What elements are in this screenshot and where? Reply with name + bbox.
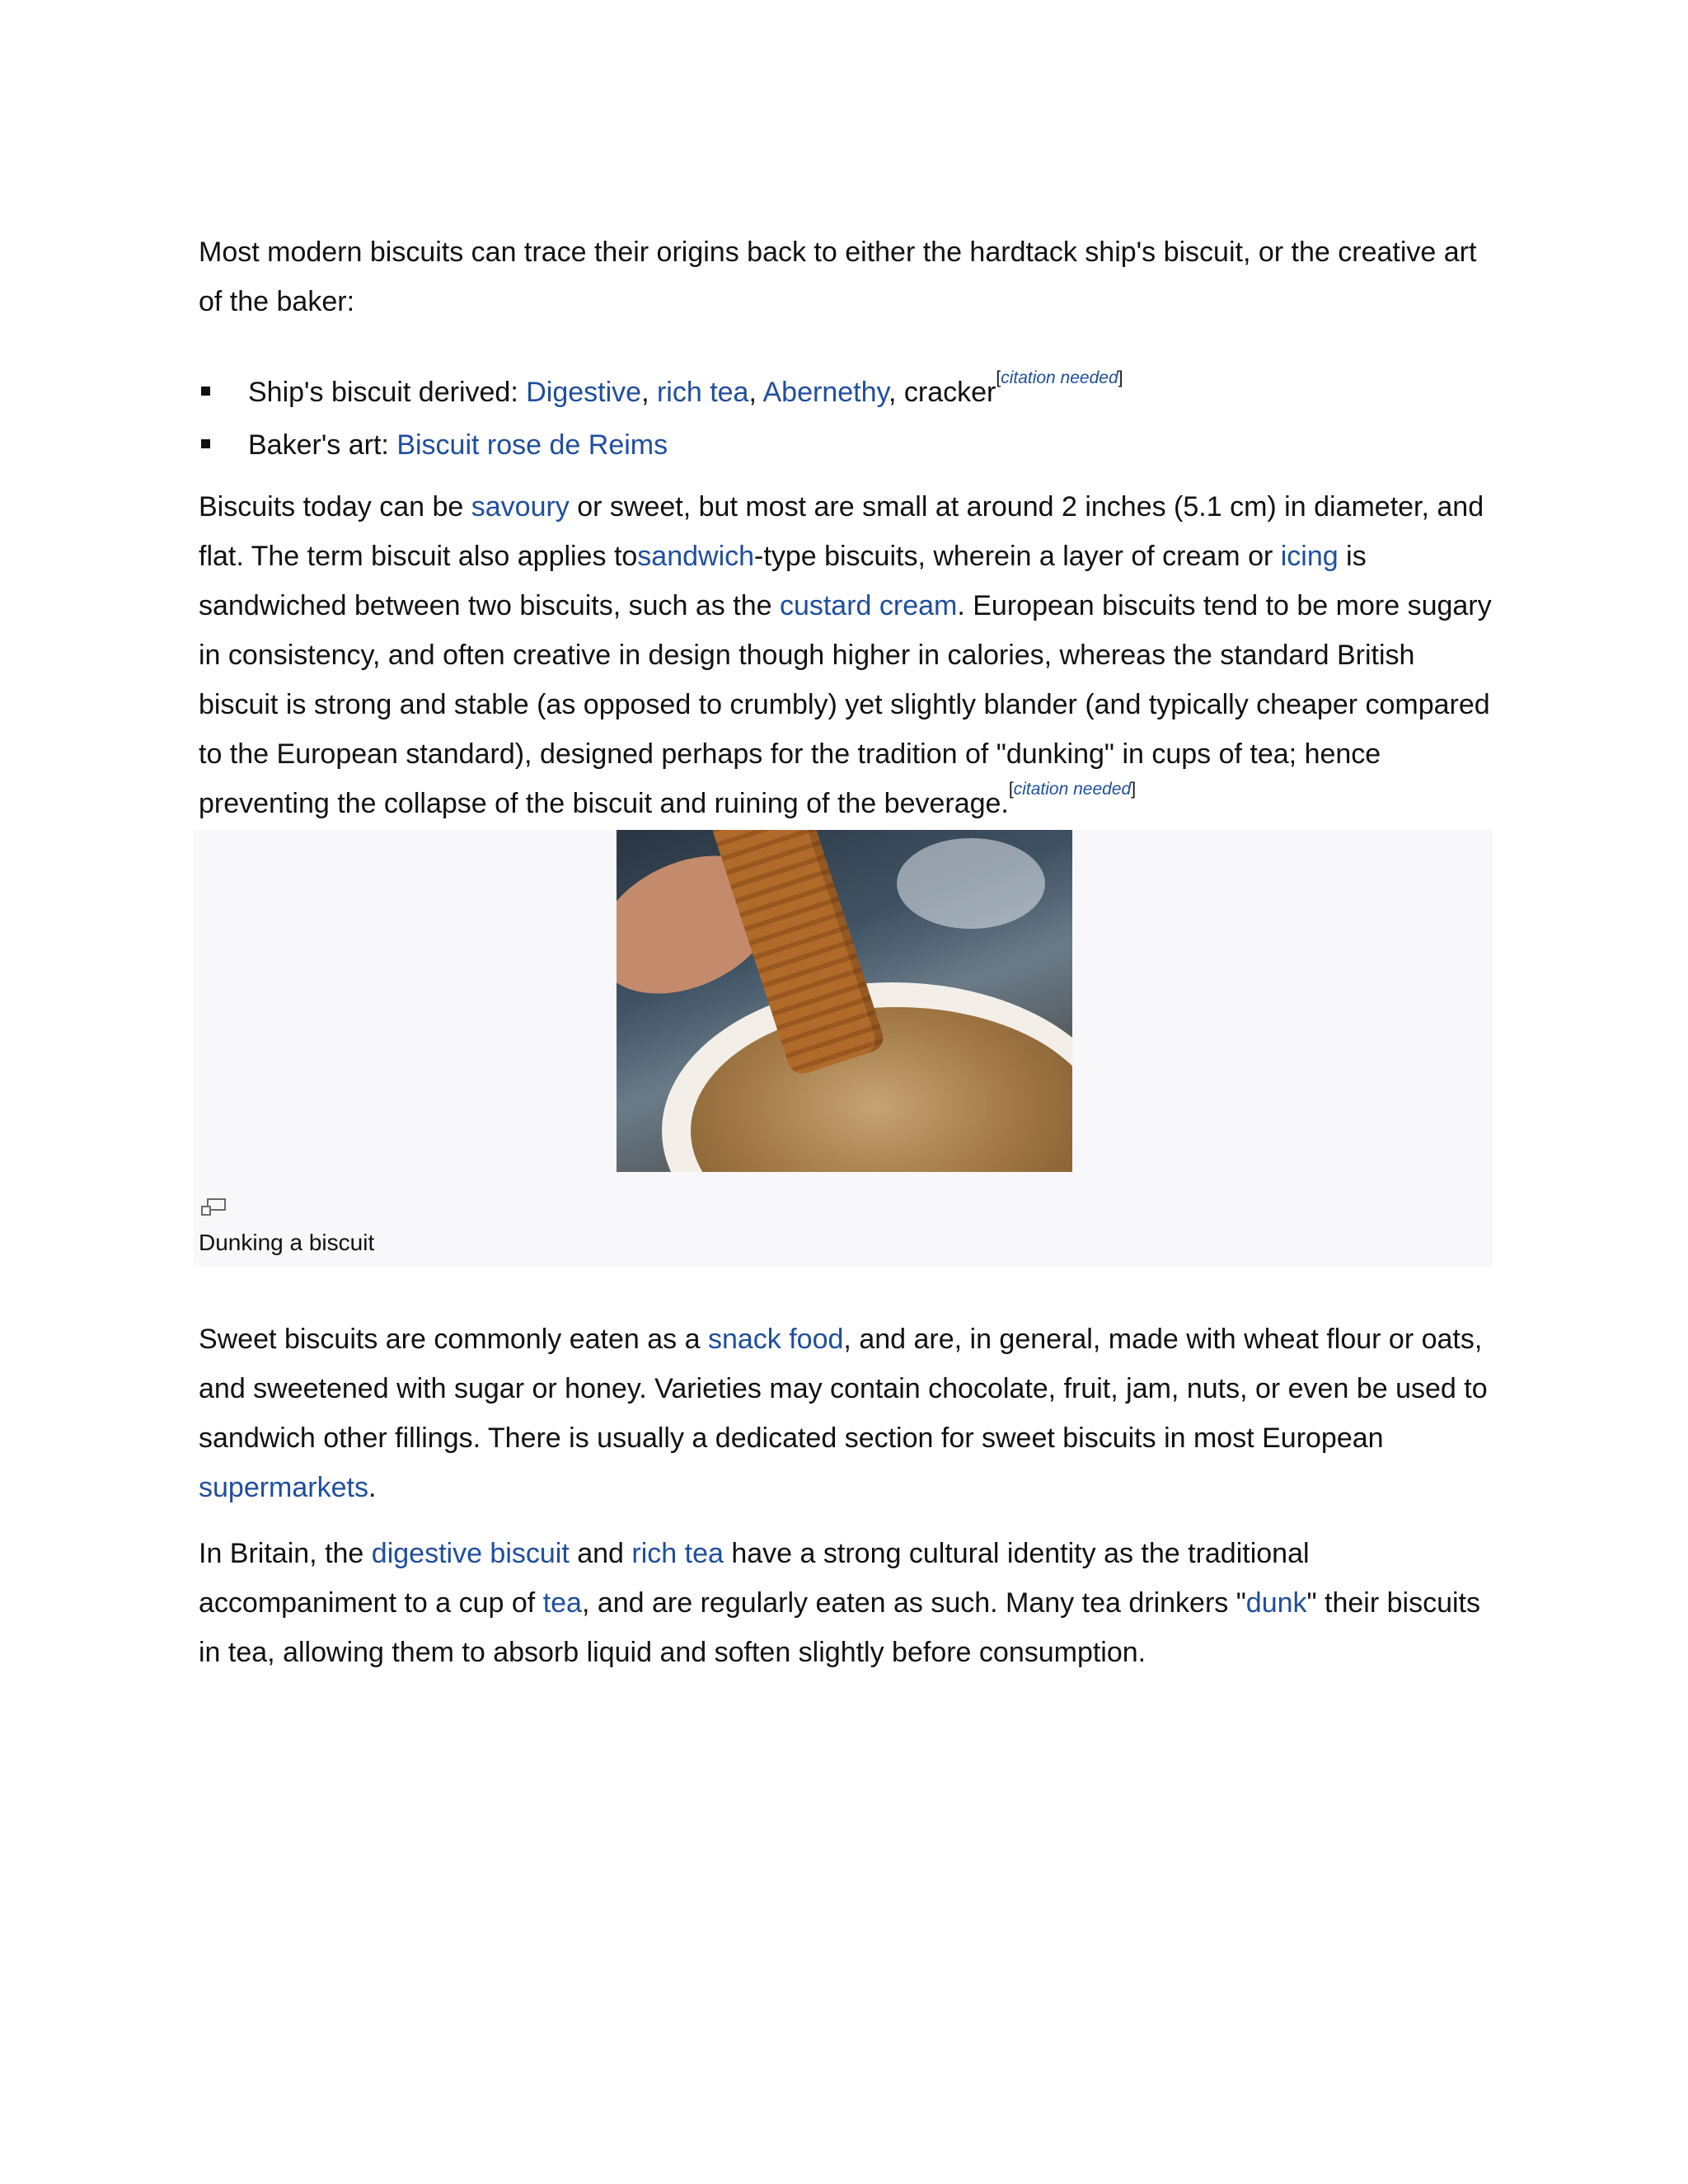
figure-caption: Dunking a biscuit — [199, 1230, 375, 1255]
paragraph-britain: In Britain, the digestive biscuit and rich tea have a strong cultural identity as the traditional accompaniment to a cup of tea, and are regularly eaten as such. Many tea drinkers "dunk" their biscuits in tea, allowing them to absorb liquid and soften slightly before consumption. — [199, 1538, 1480, 1668]
bullet-square-icon — [201, 387, 210, 396]
link-digestive-biscuit[interactable]: digestive biscuit — [371, 1538, 570, 1569]
link-snack-food[interactable]: snack food — [707, 1324, 844, 1355]
link-digestive[interactable]: Digestive — [526, 377, 642, 408]
origin-list — [199, 366, 1494, 471]
link-savoury[interactable]: savoury — [471, 491, 570, 523]
citation-needed-link[interactable]: citation needed — [1013, 780, 1132, 799]
paragraph-biscuits-today: Biscuits today can be savoury or sweet, but most are small at around 2 inches (5.1 cm) in diameter, and flat. The term biscuit also applies tosandwich-type biscuits, wherein a layer of cream or icing is sandwiched between two biscuits, such as the custard cream. European biscuits tend to be more sugary in consistency, and often creative in design though higher in calories, whereas the standard British biscuit is strong and stable (as opposed to crumbly) yet slightly blander (and typically cheaper compared to the European standard), designed perhaps for the tradition of "dunking" in cups of tea; hence preventing the collapse of the biscuit and ruining of the beverage.[citation needed] — [199, 491, 1492, 819]
link-tea[interactable]: tea — [542, 1587, 582, 1619]
citation-marker: [citation needed] — [1008, 780, 1137, 799]
link-icing[interactable]: icing — [1280, 541, 1339, 572]
link-abernethy[interactable]: Abernethy — [762, 377, 889, 408]
link-dunk[interactable]: dunk — [1245, 1587, 1307, 1619]
citation-marker: [citation needed] — [996, 368, 1123, 387]
paragraph-sweet-biscuits: Sweet biscuits are commonly eaten as a snack food, and are, in general, made with wheat flour or oats, and sweetened with sugar or honey. Varieties may contain chocolate, fruit, jam, nuts, or even be used to sandwich other fillings. There is usually a dedicated section for sweet biscuits in most European supermarkets. — [199, 1324, 1488, 1503]
dunking-biscuit-image[interactable] — [617, 830, 1072, 1172]
link-rich-tea[interactable]: rich tea — [631, 1538, 724, 1569]
citation-needed-link[interactable]: citation needed — [1001, 368, 1118, 387]
link-rich-tea[interactable]: rich tea — [656, 377, 749, 408]
link-biscuit-rose-de-reims[interactable]: Biscuit rose de Reims — [396, 429, 668, 461]
list-item: Baker's art: Biscuit rose de Reims — [199, 419, 1494, 471]
link-supermarkets[interactable]: supermarkets — [199, 1472, 368, 1503]
link-custard-cream[interactable]: custard cream — [779, 590, 958, 621]
intro-paragraph: Most modern biscuits can trace their origins back to either the hardtack ship's biscuit, or the creative art of the baker: — [199, 237, 1477, 317]
bullet-square-icon — [201, 439, 210, 448]
link-sandwich[interactable]: sandwich — [637, 541, 755, 572]
list-item: Ship's biscuit derived: Digestive, rich tea, Abernethy, cracker[citation needed] — [199, 366, 1494, 419]
figure-dunking-biscuit — [194, 830, 1493, 1267]
article-body — [199, 227, 1494, 1677]
enlarge-icon[interactable] — [200, 1197, 227, 1217]
